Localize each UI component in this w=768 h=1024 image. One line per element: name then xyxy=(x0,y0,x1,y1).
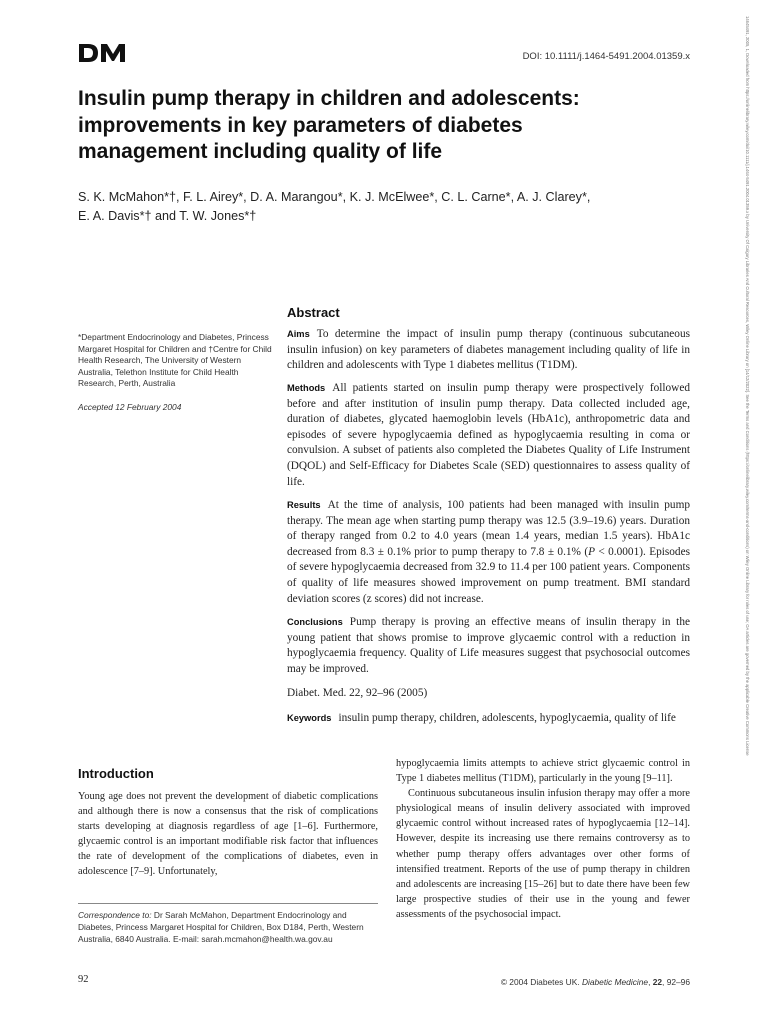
copyright-text: © 2004 Diabetes UK. xyxy=(500,977,580,987)
title-line: Insulin pump therapy in children and adolescents: xyxy=(78,87,580,110)
author-line: S. K. McMahon*†, F. L. Airey*, D. A. Marangou*, K. J. McElwee*, C. L. Carne*, A. J. Clarey*, xyxy=(78,190,591,204)
results-text-2: < 0.0001). Episodes of severe hypoglycaemia decreased from 32.9 to 11.4 per 100 patient years. Components of quality of life measures showed improvement on pump treatment. BMI standard deviation scores (z scores) did not increase. xyxy=(287,545,690,605)
footnote-divider xyxy=(78,903,378,904)
doi: DOI: 10.1111/j.1464-5491.2004.01359.x xyxy=(522,51,690,62)
keywords-text: insulin pump therapy, children, adolescents, hypoglycaemia, quality of life xyxy=(338,712,676,724)
author-line: E. A. Davis*† and T. W. Jones*† xyxy=(78,209,257,223)
results-label: Results xyxy=(287,500,321,510)
journal-pages: , 92–96 xyxy=(662,977,690,987)
methods-label: Methods xyxy=(287,383,326,393)
download-notice-sidebar xyxy=(744,16,758,1006)
conclusions-text: Pump therapy is proving an effective means of insulin therapy in the young patient that shows promise to improve glycaemic control with a reduction in hypoglycaemia frequency. Quality of Life measures suggest that psychosocial outcomes may be improved. xyxy=(287,616,690,675)
aims-label: Aims xyxy=(287,329,310,339)
abstract-keywords xyxy=(287,711,690,727)
title-line: management including quality of life xyxy=(78,140,443,163)
introduction-paragraph: Continuous subcutaneous insulin infusion therapy may offer a more physiological means of insulin delivery associated with improved glycaemic control without increased rates of hypoglycaemia [12–14]. However, despite its increasing use there remains controversy as to whether pump therapy offers advantages over other forms of intensified treatment. Reports of the use of pump therapy in children and adolescents are increasing [15–26] but to date there have been few large prospective studies of their use in the young and fewer assessments of the psychosocial impact. xyxy=(396,788,690,920)
correspondence-label: Correspondence to: xyxy=(78,910,152,920)
abstract-aims xyxy=(287,327,690,374)
keywords-label: Keywords xyxy=(287,713,332,723)
journal-volume: 22 xyxy=(652,977,663,987)
abstract-methods xyxy=(287,381,690,490)
introduction-right-column xyxy=(396,756,690,922)
affiliation: *Department Endocrinology and Diabetes, Princess Margaret Hospital for Children and †Centre for Child Health Research, The University of Western Australia, Telethon Institute for Child Health Research, Perth, Australia xyxy=(78,332,272,389)
methods-text: All patients started on insulin pump therapy were prospectively followed before and after institution of insulin pump therapy. Data collected included age, duration of diabetes, glycated haemoglobin levels (HbA1c), anthropometric data and episodes of severe hypoglycaemia defined as hypoglycaemia resulting in coma or convulsion. A subset of patients also completed the Diabetes Quality of Life Instrument (DQOL) and Self-Efficacy for Diabetes Scale (SED) questionnaires to assess quality of life. xyxy=(287,382,690,488)
author-list xyxy=(78,188,698,226)
results-text-1: At the time of analysis, 100 patients had been managed with insulin pump therapy. The mean age when starting pump therapy was 12.5 (3.9–19.6) years. Duration of therapy ranged from 0.2 to 4.0 years (mean 1.4 years, median 1.5 years). HbA1c decreased from 8.3 ± 0.1% prior to pump therapy to 7.8 ± 0.1% ( xyxy=(287,499,690,558)
accepted-date: Accepted 12 February 2004 xyxy=(78,402,182,412)
download-notice-text: 14645491, 2005, 1, Downloaded from https://onlinelibrary.wiley.com/doi/10.1111/j.1464-5491.2004.01359.x by University Of Calgary Libraries And Cultural Resources, Wiley Online Library on [14/12/2022]. See the Terms and Conditions (https://onlinelibrary.wiley.com/terms-and-conditions) on Wiley Online Library for rules of use; OA articles are governed by the applicable Creative Commons License xyxy=(745,16,750,756)
correspondence-note xyxy=(78,909,378,945)
journal-name: Diabetic Medicine xyxy=(581,977,649,987)
abstract-results xyxy=(287,498,690,607)
title-line: improvements in key parameters of diabetes xyxy=(78,113,523,137)
abstract-citation: Diabet. Med. 22, 92–96 (2005) xyxy=(287,687,428,699)
abstract-heading: Abstract xyxy=(287,305,340,320)
footer-copyright: © 2004 Diabetes UK. Diabetic Medicine, 22, 92–96 xyxy=(500,977,690,987)
correspondence-text: Dr Sarah McMahon, Department Endocrinology and Diabetes, Princess Margaret Hospital for Children, Box D184, Perth, Western Australia, 6840 Australia. E-mail: sarah.mcmahon@health.wa.gov.au xyxy=(78,910,364,944)
introduction-paragraph: hypoglycaemia limits attempts to achieve strict glycaemic control in Type 1 diabetes mellitus (T1DM), particularly in the young [9–11]. xyxy=(396,758,690,785)
page-number: 92 xyxy=(78,974,89,985)
article-title xyxy=(78,86,638,166)
conclusions-label: Conclusions xyxy=(287,617,343,627)
introduction-heading: Introduction xyxy=(78,766,154,781)
journal-logo-mark xyxy=(78,42,130,64)
abstract-conclusions xyxy=(287,615,690,677)
journal-logo xyxy=(78,42,130,64)
aims-text: To determine the impact of insulin pump therapy (continuous subcutaneous insulin infusion) on key parameters of diabetes management including quality of life in children and adolescents with Type 1 diabetes mellitus (T1DM). xyxy=(287,328,690,372)
introduction-left-column: Young age does not prevent the development of diabetic complications and although there is now a consensus that the risk of complications starts developing at diagnosis regardless of age [1–6]. Furthermore, glycaemic control is an important modifiable risk factor that influences the rate of development of the complications of diabetes, even in adolescence [7–9]. Unfortunately, xyxy=(78,791,378,878)
results-p-symbol: P xyxy=(588,545,596,558)
